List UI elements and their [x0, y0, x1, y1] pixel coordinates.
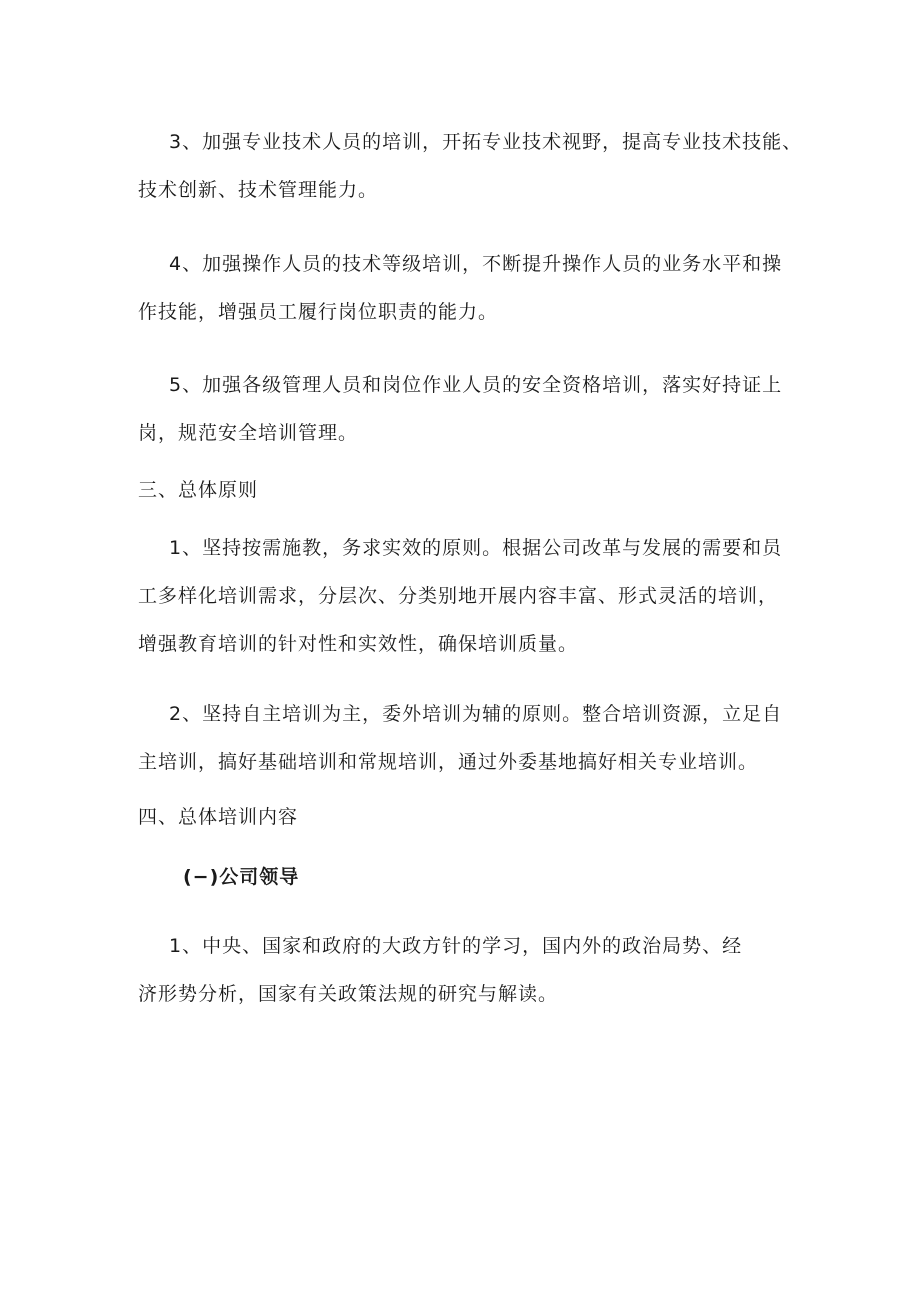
paragraph-leader-item-1 [138, 922, 788, 1018]
paragraph-item-3 [138, 118, 803, 214]
paragraph-line: 济形势分析，国家有关政策法规的研究与解读。 [138, 983, 559, 1005]
paragraph-line: 1、中央、国家和政府的大政方针的学习，国内外的政治局势、经 [169, 935, 743, 957]
paragraph-item-4 [138, 240, 788, 336]
paragraph-item-5 [138, 361, 788, 457]
paragraph-line: 岗，规范安全培训管理。 [138, 422, 359, 444]
paragraph-line: 5、加强各级管理人员和岗位作业人员的安全资格培训，落实好持证上 [169, 374, 783, 396]
section-heading-principles: 三、总体原则 [138, 479, 259, 501]
paragraph-line: 2、坚持自主培训为主，委外培训为辅的原则。整合培训资源，立足自 [169, 703, 783, 725]
paragraph-line: 4、加强操作人员的技术等级培训，不断提升操作人员的业务水平和操 [169, 253, 783, 275]
paragraph-line: 主培训，搞好基础培训和常规培训，通过外委基地搞好相关专业培训。 [138, 751, 759, 773]
subsection-heading-company-leaders: (−)公司领导 [183, 866, 300, 888]
paragraph-line: 1、坚持按需施教，务求实效的原则。根据公司改革与发展的需要和员 [169, 537, 783, 559]
paragraph-principle-2 [138, 690, 788, 786]
paragraph-line: 作技能，增强员工履行岗位职责的能力。 [138, 301, 499, 323]
section-heading-training-content: 四、总体培训内容 [138, 806, 299, 828]
paragraph-principle-1 [138, 524, 788, 668]
paragraph-line: 增强教育培训的针对性和实效性，确保培训质量。 [138, 633, 579, 655]
paragraph-line: 工多样化培训需求，分层次、分类别地开展内容丰富、形式灵活的培训， [138, 585, 779, 607]
paragraph-line: 3、加强专业技术人员的培训，开拓专业技术视野，提高专业技术技能、 [169, 131, 803, 153]
paragraph-line: 技术创新、技术管理能力。 [138, 179, 379, 201]
